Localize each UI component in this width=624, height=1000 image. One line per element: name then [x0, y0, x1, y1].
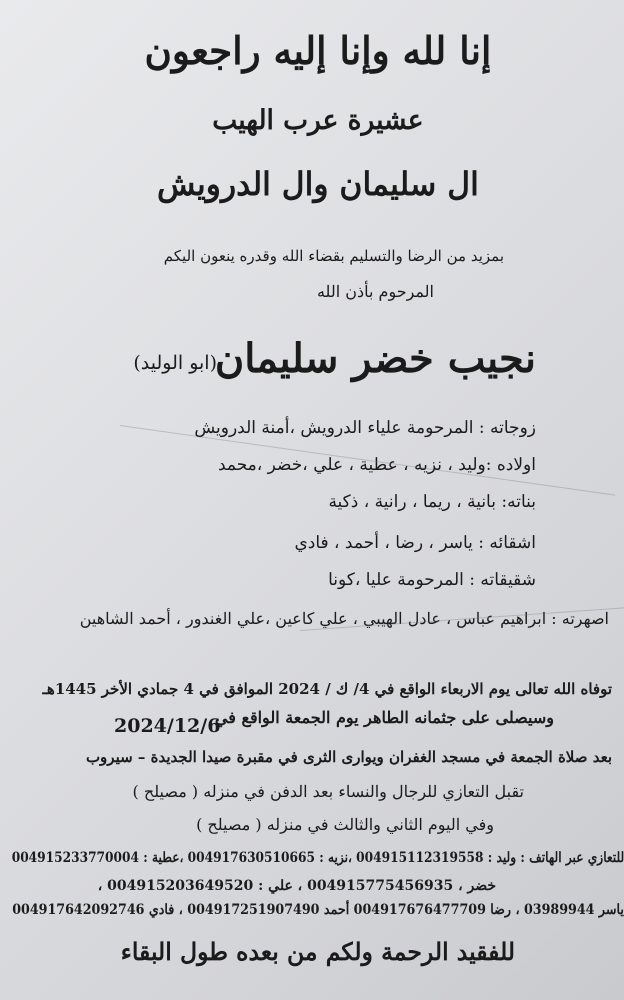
condolences-line-2: وفي اليوم الثاني والثالث في منزله ( مصيلح ): [196, 815, 494, 834]
sons-line: اولاده :وليد ، نزيه ، عطية ، علي ،خضر ،محمد: [217, 455, 536, 475]
wives-line: زوجاته : المرحومة علياء الدرويش ،أمنة الدرويش: [194, 418, 536, 438]
clan-name: عشيرة عرب الهيب: [212, 105, 424, 136]
burial-line: بعد صلاة الجمعة في مسجد الغفران ويوارى الثرى في مقبرة صيدا الجديدة – سيروب: [85, 748, 612, 766]
phone-line-1: للتعازي عبر الهاتف : وليد : 004915112319558 ،نزيه : 004917630510665 ،عطية : 004915233770004: [11, 850, 624, 866]
deceased-nickname: (ابو الوليد): [133, 352, 217, 374]
in-laws-line: اصهرته : ابراهيم عباس ، عادل الهيبي ، علي كاعين ،علي الغندور ، أحمد الشاهين: [79, 609, 609, 628]
deceased-title: المرحوم بأذن الله: [316, 282, 434, 301]
daughters-line: بناته: بانية ، ريما ، رانية ، ذكية: [328, 492, 536, 512]
condolences-line-1: تقبل التعازي للرجال والنساء بعد الدفن في منزله ( مصيلح ): [132, 782, 524, 801]
closing-line: للفقيد الرحمة ولكم من بعده طول البقاء: [120, 937, 516, 966]
quran-verse: إنا لله وإنا إليه راجعون: [144, 28, 492, 73]
brothers-line: اشقائه : ياسر ، رضا ، أحمد ، فادي: [294, 533, 536, 553]
intro-line: بمزيد من الرضا والتسليم بقضاء الله وقدره ينعون اليكم: [163, 247, 504, 265]
phone-line-2: خضر ، 004915775456935 ، علي : 004915203649520 ،: [97, 878, 496, 894]
family-names: ال سليمان وال الدرويش: [157, 165, 479, 203]
prayer-line: وسيصلى على جثمانه الطاهر يوم الجمعة الواقع في: [214, 708, 554, 727]
sisters-line: شقيقاته : المرحومة عليا ،كونا: [328, 570, 536, 590]
deceased-name: نجيب خضر سليمان: [214, 335, 536, 382]
prayer-date: 2024/12/6: [114, 715, 221, 737]
death-date-line: توفاه الله تعالى يوم الاربعاء الواقع في 4/ ك / 2024 الموافق في 4 جمادي الأخر 1445هـ: [42, 680, 612, 698]
phone-line-3: ياسر 03989944 ، رضا 004917676477709 أحمد 004917251907490 ، فادي 004917642092746: [12, 902, 624, 918]
